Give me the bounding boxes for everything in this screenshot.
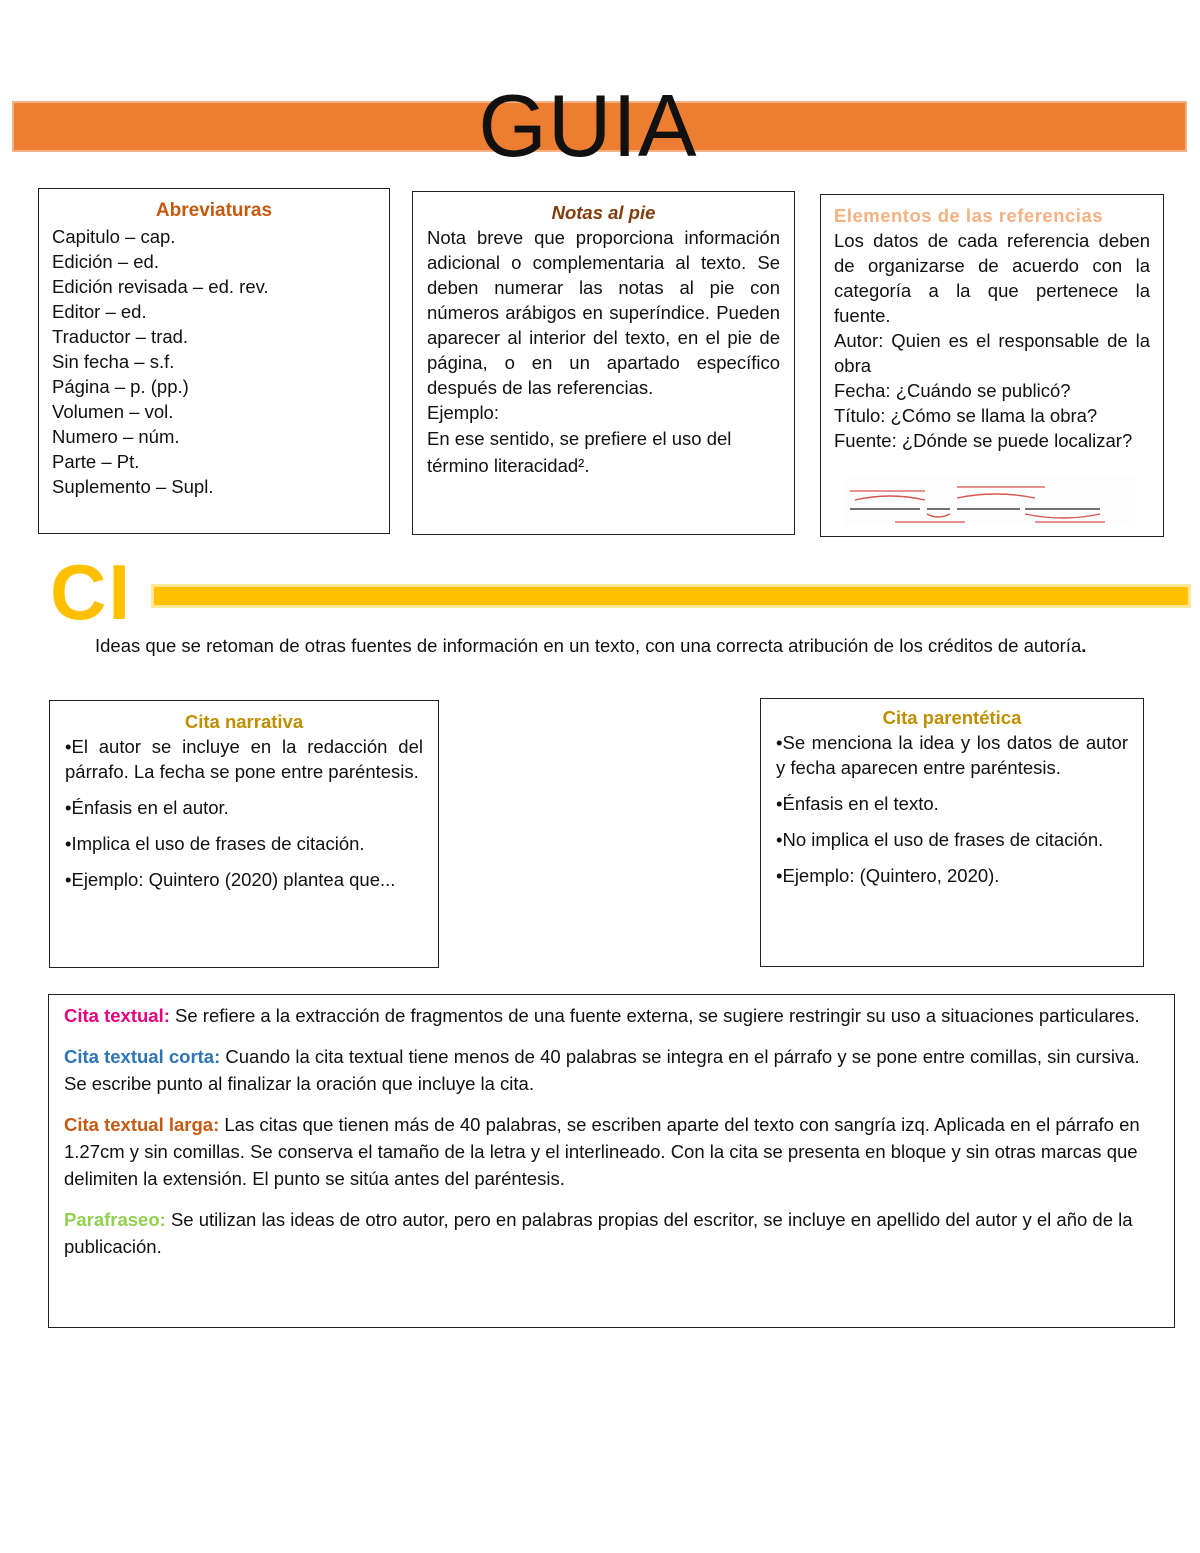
- cita-textual-label: Cita textual:: [64, 1005, 170, 1026]
- ci-intro: [95, 632, 1180, 660]
- parentetica-list: [776, 730, 1128, 888]
- cita-corta-label: Cita textual corta:: [64, 1046, 221, 1067]
- ci-yellow-bar: [151, 584, 1191, 608]
- parentetica-box: [760, 698, 1144, 967]
- abreviatura-item: Numero – núm.: [52, 426, 180, 447]
- elementos-title: Elementos de las referencias: [834, 205, 1104, 226]
- citas-box: [48, 994, 1175, 1328]
- abreviatura-item: Sin fecha – s.f.: [52, 351, 175, 372]
- cita-larga-text: Las citas que tienen más de 40 palabras, se escriben aparte del texto con sangría izq. Aplicada en el párrafo en 1.27cm y sin comillas. Se conserva el tamaño de la letra y el interlineado. Con la cita se presenta en bloque y sin otras marcas que delimiten la extensión. El punto se sitúa antes del paréntesis.: [64, 1114, 1140, 1189]
- reference-example-image: [845, 476, 1135, 526]
- abreviatura-item: Parte – Pt.: [52, 451, 140, 472]
- elementos-titulo: Título: ¿Cómo se llama la obra?: [834, 405, 1098, 426]
- elementos-fuente: Fuente: ¿Dónde se puede localizar?: [834, 430, 1133, 451]
- abreviaturas-box: [38, 188, 390, 534]
- narrativa-item: •El autor se incluye en la redacción del párrafo. La fecha se pone entre paréntesis.: [65, 736, 423, 782]
- cita-corta-text: Cuando la cita textual tiene menos de 40 palabras se integra en el párrafo y se pone entre comillas, sin cursiva. Se escribe punto al finalizar la oración que incluye la cita.: [64, 1046, 1140, 1094]
- abreviatura-item: Editor – ed.: [52, 301, 147, 322]
- notas-ejemplo-label: Ejemplo:: [427, 402, 499, 423]
- ci-intro-end: .: [1081, 635, 1087, 656]
- narrativa-list: [65, 734, 423, 892]
- abreviaturas-title: Abreviaturas: [155, 200, 273, 221]
- abreviatura-item: Página – p. (pp.): [52, 376, 189, 397]
- parentetica-item: •Énfasis en el texto.: [776, 793, 939, 814]
- cita-textual-paragraph: [64, 1002, 1159, 1029]
- elementos-autor: Autor: Quien es el responsable de la obra: [834, 330, 1150, 376]
- parentetica-item: •Se menciona la idea y los datos de autor y fecha aparecen entre paréntesis.: [776, 732, 1128, 778]
- abreviatura-item: Capitulo – cap.: [52, 226, 176, 247]
- elementos-body: Los datos de cada referencia deben de organizarse de acuerdo con la categoría a la que pertenece la fuente.: [834, 230, 1150, 326]
- abreviatura-item: Edición revisada – ed. rev.: [52, 276, 269, 297]
- cita-larga-label: Cita textual larga:: [64, 1114, 220, 1135]
- cita-larga-paragraph: [64, 1111, 1159, 1192]
- narrativa-item: •Implica el uso de frases de citación.: [65, 833, 365, 854]
- notas-body: Nota breve que proporciona información adicional o complementaria al texto. Se deben numerar las notas al pie con números arábigos en superíndice. Pueden aparecer al interior del texto, en el pie de página, o en un apartado específico después de las referencias.: [427, 227, 780, 398]
- notas-box: [412, 191, 795, 535]
- abreviatura-item: Edición – ed.: [52, 251, 159, 272]
- parentetica-title: Cita parentética: [882, 707, 1022, 728]
- abreviatura-item: Traductor – trad.: [52, 326, 189, 347]
- elementos-fecha: Fecha: ¿Cuándo se publicó?: [834, 380, 1071, 401]
- narrativa-item: •Énfasis en el autor.: [65, 797, 229, 818]
- notas-title: Notas al pie: [551, 202, 656, 223]
- parafraseo-label: Parafraseo:: [64, 1209, 166, 1230]
- abreviatura-item: Suplemento – Supl.: [52, 476, 214, 497]
- parafraseo-text: Se utilizan las ideas de otro autor, pero en palabras propias del escritor, se incluye en apellido del autor y el año de la publicación.: [64, 1209, 1133, 1257]
- page-title: GUIA: [478, 76, 698, 175]
- ci-heading: CI: [50, 548, 132, 636]
- parentetica-item: •No implica el uso de frases de citación.: [776, 829, 1104, 850]
- narrativa-title: Cita narrativa: [184, 711, 304, 732]
- cita-corta-paragraph: [64, 1043, 1159, 1097]
- abreviaturas-list: [52, 224, 376, 499]
- parentetica-item: •Ejemplo: (Quintero, 2020).: [776, 865, 1000, 886]
- ci-intro-text: Ideas que se retoman de otras fuentes de información en un texto, con una correcta atribución de los créditos de autoría: [95, 635, 1082, 656]
- narrativa-item: •Ejemplo: Quintero (2020) plantea que...: [65, 869, 396, 890]
- notas-ejemplo: En ese sentido, se prefiere el uso del término literacidad².: [427, 428, 732, 476]
- abreviatura-item: Volumen – vol.: [52, 401, 174, 422]
- narrativa-box: [49, 700, 439, 968]
- cita-textual-text: Se refiere a la extracción de fragmentos de una fuente externa, se sugiere restringir su uso a situaciones particulares.: [169, 1005, 1140, 1026]
- parafraseo-paragraph: [64, 1206, 1159, 1260]
